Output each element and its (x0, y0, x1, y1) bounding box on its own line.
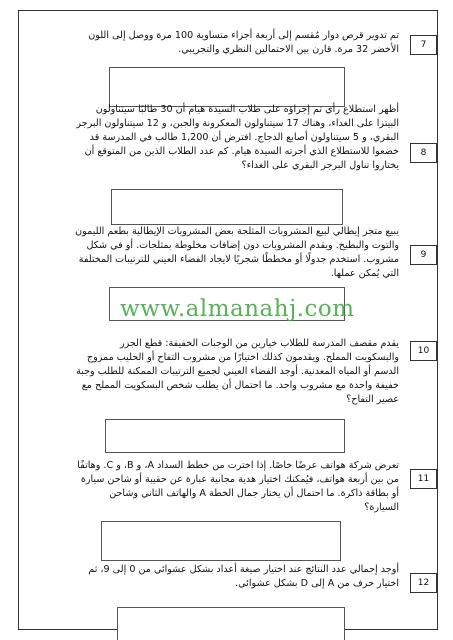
question-number: 11 (410, 469, 437, 489)
question-text: تم تدوير قرص دوار مُقسم إلى أربعة أجزاء متساوية 100 مرة ووصل إلى اللون الأخضر 32 مرة. قارن بين الاحتمالين النظري والتجريبي. (88, 30, 399, 55)
question-text: أظهر استطلاع رأي تم إجراؤه على طلاب السيدة هيام أن 30 طالبًا سيتناولون البيتزا على الغداء، وهناك 17 سيتناولون المعكرونة والجبن، و 12 سيتناولون البرجر البقري، و 5 سيتناولون أصابع الدجاج. افترض أن 1,200 طالب في المدرسة قد خضعوا للاستطلاع الذي أجرته السيدة هيام. كم عدد الطلاب الذين من المتوقع أن يختاروا تناول البرجر البقري على الغداء؟ (76, 104, 399, 171)
question-number: 12 (410, 573, 437, 593)
question-text: أوجد إجمالي عدد النتائج عند اختيار صيغة أعداد بشكل عشوائي من 0 إلى 9، ثم اختيار حرف من A إلى D بشكل عشوائي. (88, 564, 399, 589)
answer-box[interactable] (105, 419, 345, 453)
answer-box[interactable] (111, 189, 343, 225)
watermark: www.almanahj.com (120, 296, 355, 322)
question-text: يبيع متجر إيطالي لبيع المشروبات المثلجة بعض المشروبات الإيطالية بطعم الليمون والتوت والبطيخ. ويقدم المشروبات دون إضافات مخلوطة بمثلجات. أو في شكل مشروب. استخدم جدولًا أو مخططًا شجريًا لايجاد الفضاء العيني للترتيبات المختلفة التي يُمكن عملها. (75, 226, 399, 279)
answer-box[interactable] (117, 607, 345, 640)
answer-box[interactable] (101, 521, 341, 561)
question-number: 8 (410, 143, 437, 163)
question-number: 7 (410, 35, 437, 55)
answer-box[interactable] (109, 67, 345, 107)
question-text: تعرض شركة هواتف عرضًا خاصًا. إذا اخترت من خطط السداد A، و B، و C. وهاتفًا من بين أربعة هواتف، فيُمكنك اختيار هدية مجانية عبارة عن حقيبة أو شاحن سيارة أو بطاقة ذاكرة. ما احتمال أن يختار جمال الخطة A والهاتف الثاني وشاحن السيارة؟ (77, 460, 399, 513)
question-text: يقدم مقصف المدرسة للطلاب خيارين من الوجبات الخفيفة: قطع الجزر والبسكويت المملح. ويقدمون كذلك اختيارًا من مشروب التفاح أو الحليب ممزوج الدسم أو المياه المعدنية. أوجد الفضاء العيني لجميع الترتيبات الممكنة للطلب وجبة خفيفة واحدة مع مشروب واحد. ما احتمال أن يطلب شخص البسكويت المملح مع عصير التفاح؟ (76, 338, 399, 405)
question-number: 9 (410, 245, 437, 265)
question-number: 10 (410, 341, 437, 361)
